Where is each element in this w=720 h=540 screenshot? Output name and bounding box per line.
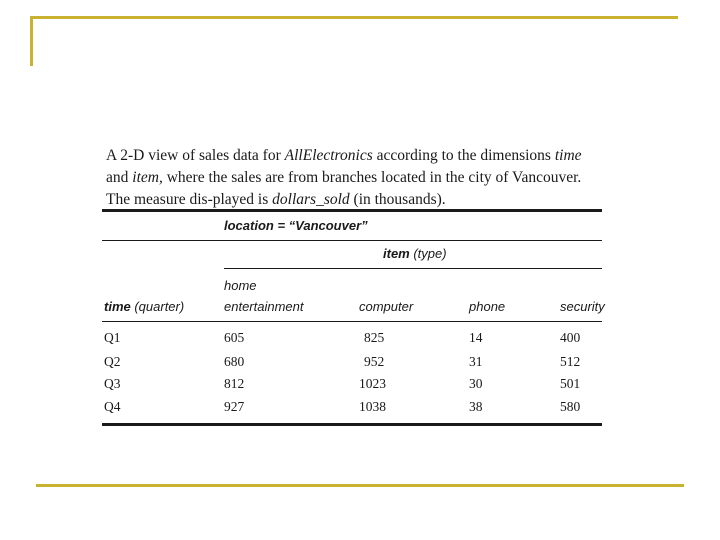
caption-text-2: according to the dimensions [372, 147, 555, 164]
table-cell: 512 [560, 354, 581, 369]
table-cell: 14 [469, 330, 483, 345]
column-header-computer: computer [359, 299, 414, 314]
caption-text-3: and [106, 169, 133, 186]
caption-text-4: where the sales are from branches located in the city of Vancouver. The measure dis-played is [106, 169, 582, 208]
frame-top-line [30, 16, 678, 19]
location-rule [102, 240, 602, 241]
table-cell: 580 [560, 399, 581, 414]
table-cell: 30 [469, 376, 483, 391]
table-cell: 825 [364, 330, 385, 345]
frame-bottom-line [36, 484, 684, 487]
frame-left-line [30, 16, 33, 66]
table-cell: 927 [224, 399, 245, 414]
table-cell: 605 [224, 330, 245, 345]
row-label: Q3 [104, 376, 121, 391]
caption-text-1: A 2-D view of sales data for [106, 147, 285, 164]
column-header-phone: phone [469, 299, 506, 314]
table-cell: 812 [224, 376, 245, 391]
table-cell: 1038 [359, 399, 386, 414]
table-cell: 1023 [359, 376, 386, 391]
location-header: location = “Vancouver” [224, 218, 368, 233]
table-cell: 38 [469, 399, 483, 414]
column-header-security: security [560, 299, 605, 314]
caption-text-5: (in thousands). [349, 191, 446, 208]
caption-company: AllElectronics [284, 147, 373, 164]
row-label: Q1 [104, 330, 121, 345]
table-cell: 680 [224, 354, 245, 369]
column-header-entertainment: entertainment [224, 299, 304, 314]
header-rule [102, 321, 602, 322]
table-cell: 31 [469, 354, 483, 369]
table-cell: 501 [560, 376, 581, 391]
figure-caption [106, 145, 606, 211]
table-cell: 952 [364, 354, 385, 369]
caption-dim-item: item, [132, 169, 163, 186]
item-rule [224, 268, 602, 269]
table-cell: 400 [560, 330, 581, 345]
table-top-rule [102, 209, 602, 212]
time-header: time (quarter) [104, 299, 185, 314]
row-label: Q4 [104, 399, 121, 414]
column-header-home: home [224, 278, 257, 293]
row-label: Q2 [104, 354, 121, 369]
table-bottom-rule [102, 423, 602, 426]
caption-measure: dollars_sold [272, 191, 350, 208]
caption-dim-time: time [554, 147, 582, 164]
item-header: item (type) [383, 246, 447, 261]
